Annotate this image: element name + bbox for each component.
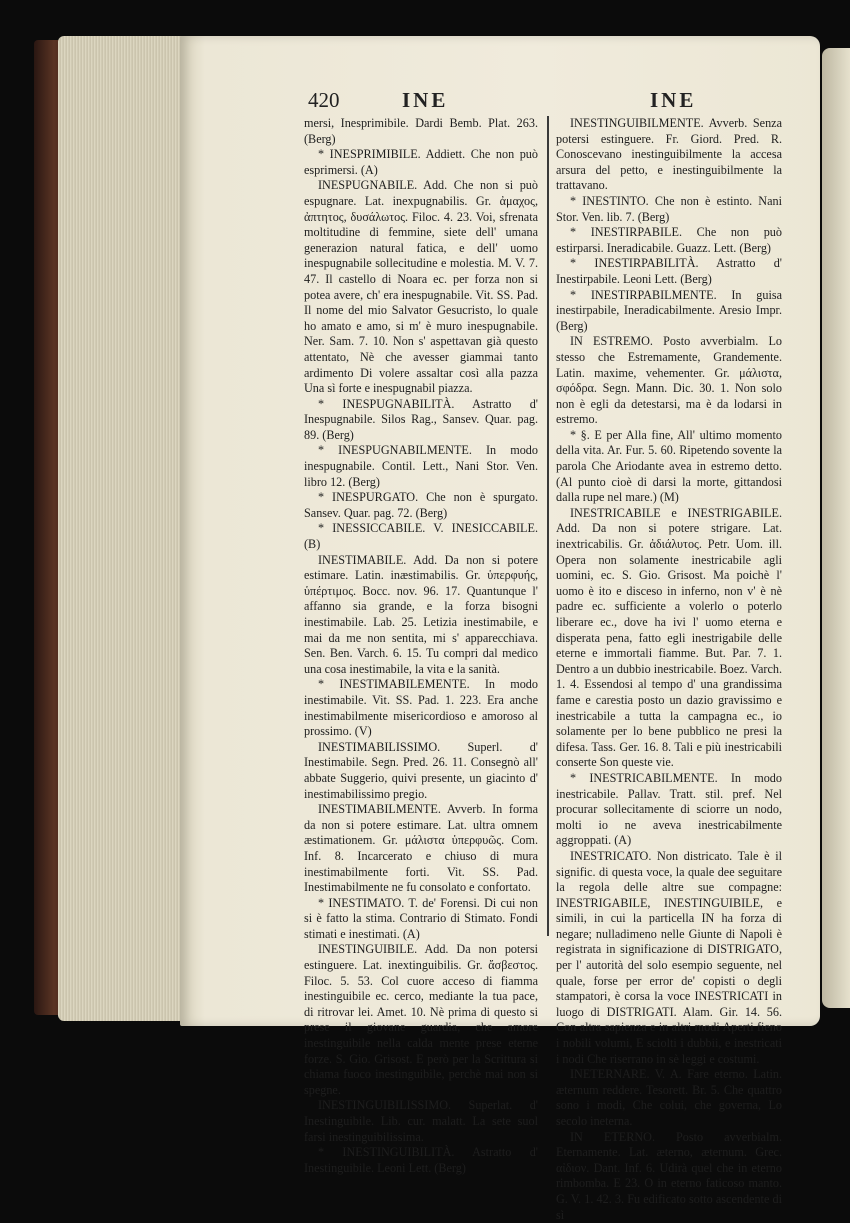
entry: INESTRICABILE e INESTRIGABILE. Add. Da non si potere strigare. Lat. inextricabilis. Gr. ἀδιάλυτος. Petr. Uom. ill. Opera non solamente inestricabile agli uomini, ec. S. Gio. Grisost. Ma poichè l' uomo è ito e disceso in inferno, non v' è nè padre ec. sufficiente a volerlo o poterlo liberare ec., dove ha ivi l' uomo eterna e disperata pena, fatto egli inestrigabile delle eterne e immortali fiamme. But. Par. 7. 1. Dentro a un dubbio inestricabile. Boez. Varch. 1. 4. Essendosi al tempo d' una grandissima fame e carestia posto un dazio gravissimo e inestricabile a tutta la campagna ec., io solamente per lo bene pubblico ne presi la difesa. Tass. Ger. 16. 8. Tali e più inestricabili conserte Son queste vie. <box>556 505 782 770</box>
entry: * INESTRICABILMENTE. In modo inestricabile. Pallav. Tratt. stil. pref. Nel procurar sollecitamente di sciorre un nodo, molti io ne aveva inestricabilmente aggroppati. (A) <box>556 770 782 848</box>
page-edges <box>58 36 188 1021</box>
entry: INESTRICATO. Non districato. Tale è il signific. di questa voce, la quale dee seguitare la regola delle altre sue compagne: INESTRIGABILE, INESTINGUIBILE, e simili, in cui la particella IN ha forza di negare; nulladimeno nelle Giunte di Napoli è registrata in significazione di DISTRIGATO, per l' autorità del solo esempio seguente, nel quale, forse per error de' copisti o degli stampatori, è corsa la voce INESTRICATI in luogo di DISTRIGATI. Alam. Gir. 14. 56. Con altra sapienza e in altri modi Aperti fieno i nobili volumi, E sciolti i dubbii, e inestricati i nodi Che riserrano in sè leggi e costumi. <box>556 848 782 1066</box>
entry: * INESTIMABILEMENTE. In modo inestimabile. Vit. SS. Pad. 1. 223. Era anche inestimabilmente misericordioso e amoroso al prossimo. (V) <box>304 677 538 739</box>
right-column <box>556 116 782 1223</box>
entry: * INESPUGNABILMENTE. In modo inespugnabile. Contil. Lett., Nani Stor. Ven. libro 12. (Berg) <box>304 443 538 489</box>
entry: INESTINGUIBILISSIMO. Superlat. d' Inestinguibile. Lib. cur. malatt. La sete suol farsi inestinguibilissima. <box>304 1098 538 1144</box>
entry: INESTIMABILE. Add. Da non si potere estimare. Latin. inæstimabilis. Gr. ὑπερφυής, ὑπέρτιμος. Bocc. nov. 96. 17. Quantunque l' affanno sia grande, e la forza bisogni inestimabile. Lab. 25. Letizia inestimabile, e mai da me non sentita, mi s' apparecchiava. Sen. Ben. Varch. 6. 15. Tu compri dal medico una cosa inestimabile, la vita e la sanità. <box>304 552 538 676</box>
column-divider <box>547 116 549 936</box>
left-guide-word: INE <box>402 88 449 112</box>
entry: mersi, Inesprimibile. Dardi Bemb. Plat. 263. (Berg) <box>304 116 538 146</box>
entry: INESTINGUIBILE. Add. Da non potersi estinguere. Lat. inextinguibilis. Gr. ἄσβεστος. Filoc. 5. 53. Col cuore acceso di fiamma inestinguibile ec. cerco, mediante la tua pace, di ritrovar lei. Amet. 10. Nè prima di questo si prese il giovane guardia, che amore inestinguibile nella calda mente prese eterne forze. S. Gio. Grisost. E però per la Scrittura si chiama fuoco inestinguibile, perchè mai non si spegne. <box>304 942 538 1097</box>
entry: * INESPRIMIBILE. Addiett. Che non può esprimersi. (A) <box>304 147 538 177</box>
page-number: 420 <box>308 88 340 112</box>
right-guide-word: INE <box>650 88 697 112</box>
entry: INESTINGUIBILMENTE. Avverb. Senza potersi estinguere. Fr. Giord. Pred. R. Conoscevano inestinguibilmente la accesa arsura del petto, e inestinguibilmente la trattavano. <box>556 116 782 193</box>
entry: * INESTINGUIBILITÀ. Astratto d' Inestinguibile. Leoni Lett. (Berg) <box>304 1145 538 1175</box>
left-column <box>304 116 538 1176</box>
facing-page <box>822 48 850 1008</box>
entry: * INESSICCABILE. V. INESICCABILE. (B) <box>304 521 538 552</box>
entry: IN ESTREMO. Posto avverbialm. Lo stesso che Estremamente, Grandemente. Latin. maxime, vehementer. Gr. μάλιστα, σφόδρα. Segn. Mann. Dic. 30. 1. Non solo non è egli da detestarsi, ma è da lodarsi in estremo. <box>556 334 782 427</box>
entry: * INESPUGNABILITÀ. Astratto d' Inespugnabile. Silos Rag., Sansev. Quar. pag. 89. (Berg) <box>304 396 538 442</box>
entry: IN ETERNO. Posto avverbialm. Eternamente. Lat. æterno, æternum. Grec. αἰδιον. Dant. Inf. 6. Udirà quel che in eterno rimbomba. E 23. O in eterno faticoso manto. G. V. 1. 42. 3. Fu edificato sotto ascendente di sì <box>556 1129 782 1222</box>
entry: * §. E per Alla fine, All' ultimo momento della vita. Ar. Fur. 5. 60. Ripetendo sovente la parola Che Ariodante avea in estremo detto. (Al punto cioè di darsi la morte, gittandosi dalla rupe nel mare.) (M) <box>556 427 782 505</box>
entry: * INESTIRPABILMENTE. In guisa inestirpabile, Ineradicabilmente. Aresio Impr. (Berg) <box>556 287 782 333</box>
entry: * INESTIRPABILE. Che non può estirparsi. Ineradicabile. Guazz. Lett. (Berg) <box>556 225 782 255</box>
entry: * INESTIRPABILITÀ. Astratto d' Inestirpabile. Leoni Lett. (Berg) <box>556 256 782 286</box>
entry: INESPUGNABILE. Add. Che non si può espugnare. Lat. inexpugnabilis. Gr. ἀμαχος, ἀπτητος, δυσάλωτος. Filoc. 4. 23. Voi, sfrenata moltitudine di femmine, siete dell' umana generazion natural fatica, e dell' uomo inespugnabile sollecitudine e molestia. M. V. 7. 47. Il castello di Noara ec. per forza non si potea avere, ch' era inespugnabile. Vit. SS. Pad. Il nome del mio Salvator Gesucristo, lo quale ho amato e amo, si m' è muro inespugnabile. Ner. Sam. 7. 10. Non s' aspettavan già questo attentato, Nè che avesser giammai tanto ardimento Di volere assaltar così alla pazza Una sì forte e inespugnabil piazza. <box>304 178 538 396</box>
entry: * INESTIMATO. T. de' Forensi. Di cui non si è fatto la stima. Contrario di Stimato. Fondi stimati e inestimati. (A) <box>304 895 538 941</box>
entry: * INESPURGATO. Che non è spurgato. Sansev. Quar. pag. 72. (Berg) <box>304 490 538 520</box>
entry: INESTIMABILISSIMO. Superl. d' Inestimabile. Segn. Pred. 26. 11. Consegnò all' abbate Suggerio, quivi presente, un giacinto d' inestimabilissimo pregio. <box>304 739 538 801</box>
entry: INETERNARE. V. A. Fare eterno. Latin. æternum reddere. Tesorett. Br. 5. Che quattro sono i modi, Che colui, che governa, Lo secolo ineterna. <box>556 1067 782 1128</box>
entry: INESTIMABILMENTE. Avverb. In forma da non si potere estimare. Lat. ultra omnem æstimationem. Gr. μάλιστα ὑπερφυῶς. Com. Inf. 8. Incarcerato e chiuso di mura inestimabilmente forti. Vit. SS. Pad. Inestimabilmente ne fu consolato e confortato. <box>304 802 538 895</box>
entry: * INESTINTO. Che non è estinto. Nani Stor. Ven. lib. 7. (Berg) <box>556 193 782 224</box>
